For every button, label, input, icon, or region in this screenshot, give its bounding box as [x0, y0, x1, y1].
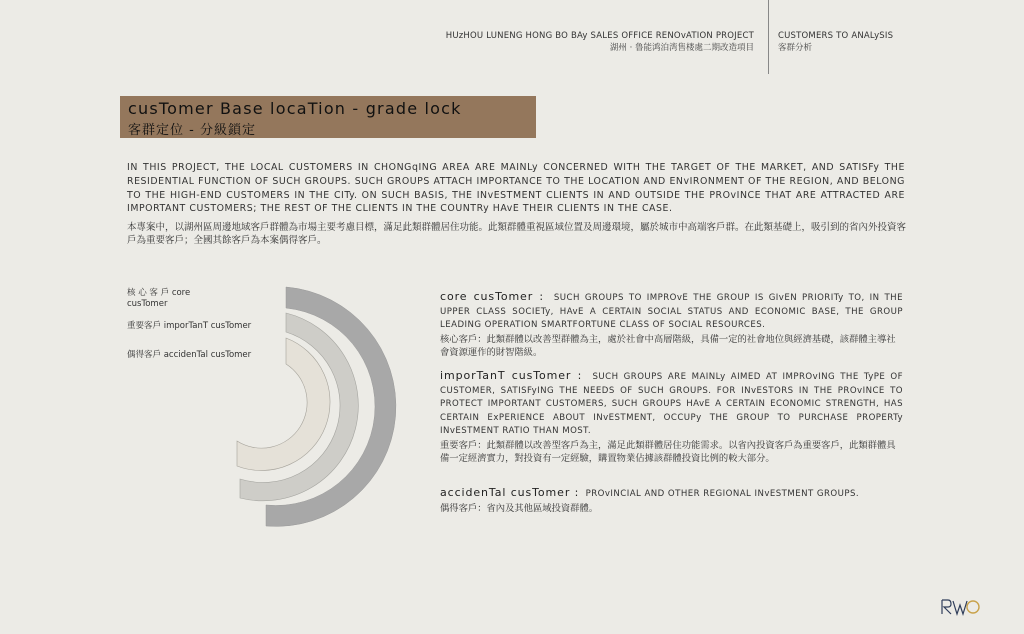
block-important-cn: 重要客戶：此類群體以改善型客戶為主，滿足此類群體居住功能需求。以省內投資客戶為重要客戶，此類群體具備一定經濟實力，對投資有一定經驗，購置物業佔據該群體投資比例的較大部分。 [440, 439, 896, 464]
project-title-en: HUzHOU LUNENG HONG BO BAy SALES OFFICE RENOvATION PROJECT [445, 31, 754, 41]
section-title-cn: 客群分析 [778, 43, 813, 53]
legend-important-en: imporTanT cusTomer [163, 321, 252, 331]
block-accidental [440, 486, 903, 515]
ring-important [240, 313, 358, 501]
legend-core-en: core cusTomer [127, 288, 191, 309]
block-core [440, 290, 903, 359]
section-title-en: CUSTOMERS TO ANALySIS [778, 31, 894, 41]
section-header [778, 31, 893, 54]
intro-paragraph-en: IN THIS PROJECT, THE LOCAL CUSTOMERS IN CHONGqING AREA ARE MAINLy CONCERNED WITH THE TARGET OF THE MARKET, AND SATISFy THE RESIDENTIAL FUNCTION OF SUCH GROUPS. SUCH GROUPS ATTACH IMPORTANCE TO THE LOCATION AND ENvIRONMENT OF THE REGION, AND BELONG TO THE HIGH-END CUSTOMERS IN THE CITy. ON SUCH BASIS, THE INvESTMENT CLIENTS IN AND OUTSIDE THE PROvINCE THAT ARE ATTRACTED ARE IMPORTANT CUSTOMERS; THE REST OF THE CLIENTS IN THE COUNTRy HAvE THEIR CLIENTS IN THE CASE. [127, 162, 905, 215]
block-accidental-cn: 偶得客戶：省內及其他區域投資群體。 [440, 502, 599, 514]
block-core-cn: 核心客戶：此類群體以改善型群體為主，處於社會中高層階級，具備一定的社會地位與經濟基礎，該群體主導社會資源運作的財智階級。 [440, 333, 896, 358]
legend-accidental-cn: 偶得客戶 [127, 350, 162, 360]
project-title-cn: 湖州 · 鲁能鸿泊湾售楼處二期改造項目 [609, 43, 754, 53]
block-core-text: SUCH GROUPS TO IMPROvE THE GROUP IS GIvEN PRIORITy TO, IN THE UPPER CLASS SOCIETy, HAvE A CERTAIN SOCIAL STATUS AND ECONOMIC BASE, THE GROUP LEADING OPERATION SMARTFORTUNE CLASS OF SOCIAL RESOURCES. [440, 293, 903, 331]
block-core-en [440, 290, 903, 333]
block-core-name: core cusTomer : [440, 290, 544, 303]
customer-rings-graphic [222, 278, 422, 530]
page-title-bar [120, 96, 536, 138]
page-title-en: cusTomer Base locaTion - grade lock [128, 99, 462, 118]
block-important-text: SUCH GROUPS ARE MAINLy AIMED AT IMPROvING THE TyPE OF CUSTOMER, SATISFyING THE NEEDS OF SUCH GROUPS. FOR INvESTORS IN THE PROvINCE TO PROTECT IMPORTANT CUSTOMERS, SUCH GROUPS HAvE A CERTAIN ECONOMIC STRENGTH, HAS CERTAIN ExPERIENCE ABOUT INvESTMENT, OCCUPy THE GROUP TO PURCHASE PROPERTy INvESTMENT RATIO THAN MOST. [440, 372, 903, 437]
project-header [394, 31, 754, 54]
block-important [440, 369, 903, 465]
intro-paragraph-cn: 本專案中，以湖州區周邊地域客戶群體為市場主要考慮目標，滿足此類群體居住功能。此類群體重視區域位置及周邊環境，屬於城市中高端客戶群。在此類基礎上，吸引到的省內外投資客戶為重要客戶；全國其餘客戶為本案偶得客戶。 [127, 222, 907, 246]
legend-important-cn: 重要客戶 [127, 321, 162, 331]
legend-accidental-en: accidenTal cusTomer [163, 350, 252, 360]
brand-logo [938, 596, 980, 618]
block-accidental-text: PROvINCIAL AND OTHER REGIONAL INvESTMENT GROUPS. [585, 489, 860, 499]
ring-accidental [237, 338, 330, 471]
block-accidental-en [440, 486, 903, 502]
block-accidental-name: accidenTal cusTomer : [440, 486, 580, 499]
header-divider [768, 0, 769, 74]
legend-core-cn: 核 心 客 戶 [127, 288, 170, 298]
legend-item-core [127, 288, 227, 310]
page-title-cn: 客群定位 - 分級鎖定 [128, 123, 256, 138]
block-important-name: imporTanT cusTomer : [440, 369, 583, 382]
block-important-en [440, 369, 903, 439]
